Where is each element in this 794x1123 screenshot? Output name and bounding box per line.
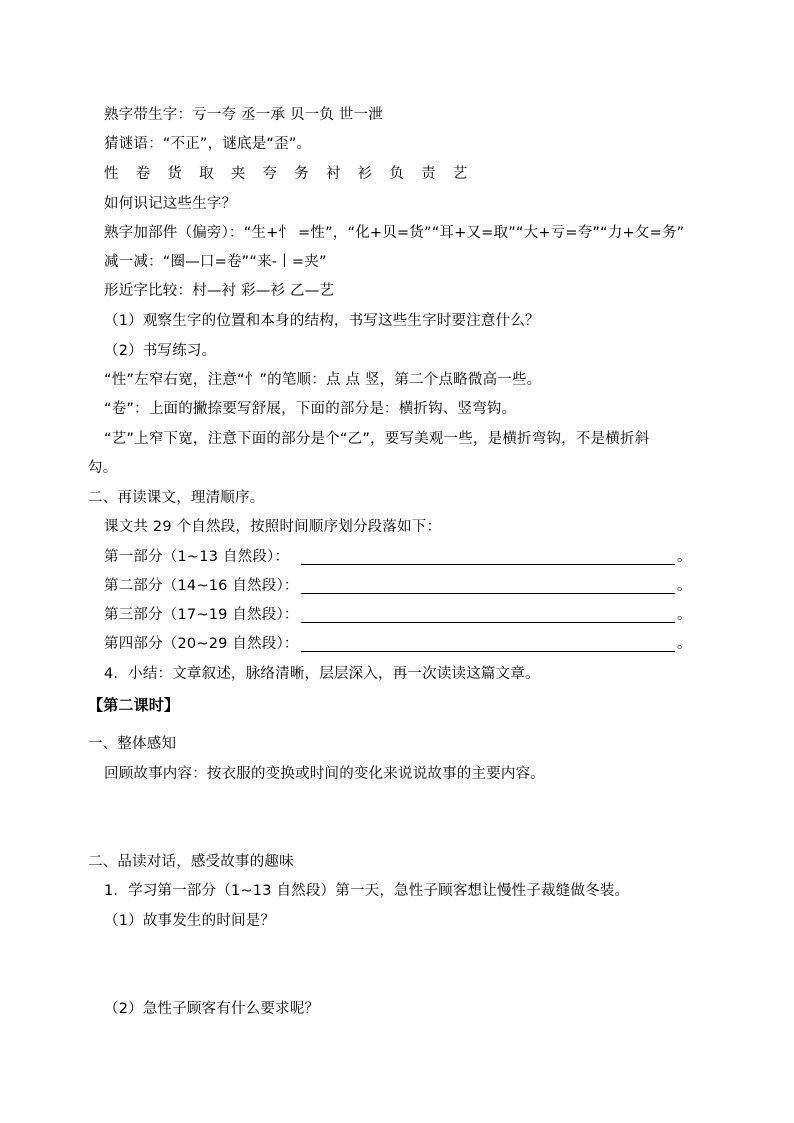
fill-label-part-3: 第三部分（17~19 自然段）： [104,607,299,623]
fill-label-part-1: 第一部分（1~13 自然段）： [104,549,290,565]
fill-period-part-3: 。 [677,607,692,623]
fill-blank-part-4[interactable] [301,637,675,652]
text-line-2: 猜谜语：“不正”，谜底是“歪”。 [104,136,312,152]
fill-line-part-4 [104,634,692,654]
text-line-12: “艺”上窄下宽，注意下面的部分是个“乙”，要写美观一些，是横折弯钩，不是横折斜 [104,431,650,447]
text-line-3: 性 卷 货 取 夹 夸 务 衬 衫 负 责 艺 [104,166,474,182]
lesson-2-heading: 【第二课时】 [88,696,180,714]
text-line-7: 形近字比较：村—衬 彩—衫 乙—艺 [104,283,335,299]
text-line-9: （2）书写练习。 [104,343,217,359]
text-line-1: 熟字带生字：亏一夸 丞一承 贝一负 世一泄 [104,107,384,123]
text-line-review: 回顾故事内容：按衣服的变换或时间的变化来说说故事的主要内容。 [104,766,545,782]
text-line-11: “卷”：上面的撇捺要写舒展，下面的部分是：横折钩、竖弯钩。 [104,401,517,417]
section-heading-2: 二、再读课文，理清顺序。 [88,490,265,506]
section-heading-dialogue: 二、品读对话，感受故事的趣味 [88,854,294,870]
text-line-study-1: 1．学习第一部分（1~13 自然段）第一天，急性子顾客想让慢性子裁缝做冬装。 [104,883,630,899]
section-heading-overview: 一、整体感知 [88,736,177,752]
text-line-summary: 4．小结：文章叙述，脉络清晰，层层深入，再一次读读这篇文章。 [104,666,540,682]
text-line-10: “性”左窄右宽，注意“忄”的笔顺：点 点 竖，第二个点略微高一些。 [104,372,542,388]
text-line-8: （1）观察生字的位置和本身的结构，书写这些生字时要注意什么？ [104,313,540,329]
text-line-4: 如何识记这些生字？ [104,196,237,212]
text-line-6: 减一减：“圈—口=卷”“来-丨=夹” [104,254,327,270]
fill-line-part-2 [104,576,692,596]
fill-blank-part-2[interactable] [301,579,675,594]
fill-period-part-2: 。 [677,578,692,594]
question-1: （1）故事发生的时间是？ [104,913,276,929]
fill-period-part-1: 。 [677,549,692,565]
text-line-5: 熟字加部件（偏旁）：“生+忄 =性”，“化+贝=货”“耳+又=取”“大+亏=夸”“力+攵=务” [104,225,685,241]
fill-label-part-4: 第四部分（20~29 自然段）： [104,636,299,652]
fill-blank-part-3[interactable] [301,608,675,623]
text-line-13: 勾。 [88,460,118,476]
fill-label-part-2: 第二部分（14~16 自然段）： [104,578,299,594]
fill-line-part-1 [104,547,692,567]
fill-line-part-3 [104,605,692,625]
fill-blank-part-1[interactable] [301,550,675,565]
question-2: （2）急性子顾客有什么要求呢？ [104,1001,320,1017]
fill-period-part-4: 。 [677,636,692,652]
text-line-15: 课文共 29 个自然段，按照时间顺序划分段落如下： [104,519,442,535]
